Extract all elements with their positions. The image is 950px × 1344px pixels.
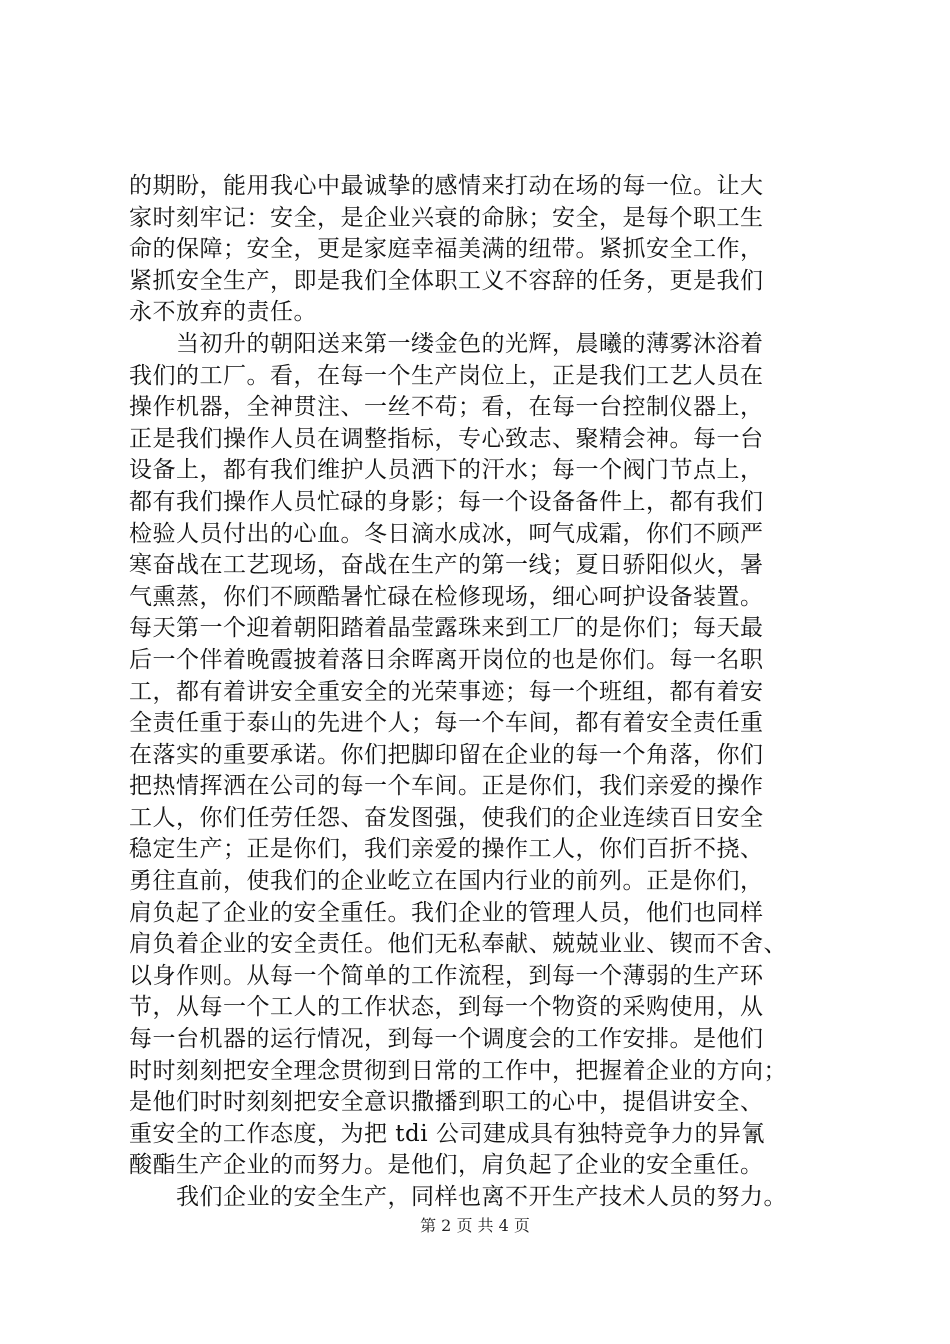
text-line: 的期盼，能用我心中最诚挚的感情来打动在场的每一位。让大	[129, 173, 764, 199]
text-line: 正是我们操作人员在调整指标，专心致志、聚精会神。每一台	[129, 425, 764, 452]
text-line: 家时刻牢记：安全，是企业兴衰的命脉；安全，是每个职工生	[129, 204, 764, 231]
text-line: 后一个伴着晚霞披着落日余晖离开岗位的也是你们。每一名职	[129, 646, 764, 673]
text-line: 酸酯生产企业的而努力。是他们，肩负起了企业的安全重任。	[129, 1152, 764, 1179]
text-line: 气熏蒸，你们不顾酷暑忙碌在检修现场，细心呵护设备装置。	[129, 583, 764, 610]
text-line: 都有我们操作人员忙碌的身影；每一个设备备件上，都有我们	[129, 488, 764, 515]
text-line: 稳定生产；正是你们，我们亲爱的操作工人，你们百折不挠、	[129, 836, 764, 863]
text-line: 设备上，都有我们维护人员洒下的汗水；每一个阀门节点上，	[129, 457, 764, 484]
text-line: 是他们时时刻刻把安全意识撒播到职工的心中，提倡讲安全、	[129, 1089, 764, 1116]
page-number-footer: 第 2 页 共 4 页	[420, 1216, 530, 1235]
text-line: 在落实的重要承诺。你们把脚印留在企业的每一个角落，你们	[129, 741, 764, 768]
text-line: 以身作则。从每一个简单的工作流程，到每一个薄弱的生产环	[129, 962, 764, 989]
text-line: 当初升的朝阳送来第一缕金色的光辉，晨曦的薄雾沐浴着	[129, 330, 764, 357]
text-line: 肩负起了企业的安全重任。我们企业的管理人员，他们也同样	[129, 899, 764, 926]
text-line: 工人，你们任劳任怨、奋发图强，使我们的企业连续百日安全	[129, 804, 764, 831]
text-line: 检验人员付出的心血。冬日滴水成冰，呵气成霜，你们不顾严	[129, 520, 764, 547]
text-line: 重安全的工作态度，为把 tdi 公司建成具有独特竞争力的异氰	[129, 1120, 765, 1147]
text-line: 命的保障；安全，更是家庭幸福美满的纽带。紧抓安全工作，	[129, 236, 764, 263]
text-line: 我们的工厂。看，在每一个生产岗位上，正是我们工艺人员在	[129, 362, 764, 389]
text-line: 时时刻刻把安全理念贯彻到日常的工作中，把握着企业的方向；	[129, 1057, 787, 1084]
text-line: 勇往直前，使我们的企业屹立在国内行业的前列。正是你们，	[129, 868, 764, 895]
text-line: 全责任重于泰山的先进个人；每一个车间，都有着安全责任重	[129, 710, 764, 737]
text-line: 永不放弃的责任。	[129, 299, 317, 326]
text-line: 寒奋战在工艺现场，奋战在生产的第一线；夏日骄阳似火，暑	[129, 552, 764, 579]
text-line: 我们企业的安全生产，同样也离不开生产技术人员的努力。	[129, 1184, 787, 1210]
text-line: 每天第一个迎着朝阳踏着晶莹露珠来到工厂的是你们；每天最	[129, 615, 764, 642]
text-line: 节，从每一个工人的工作状态，到每一个物资的采购使用，从	[129, 994, 764, 1021]
text-line: 肩负着企业的安全责任。他们无私奉献、兢兢业业、锲而不舍、	[129, 931, 787, 958]
text-line: 每一台机器的运行情况，到每一个调度会的工作安排。是他们	[129, 1026, 764, 1053]
text-line: 工，都有着讲安全重安全的光荣事迹；每一个班组，都有着安	[129, 678, 764, 705]
body-text	[129, 171, 869, 1214]
text-line: 把热情挥洒在公司的每一个车间。正是你们，我们亲爱的操作	[129, 773, 764, 800]
text-line: 操作机器，全神贯注、一丝不苟；看，在每一台控制仪器上，	[129, 394, 764, 421]
text-line: 紧抓安全生产，即是我们全体职工义不容辞的任务，更是我们	[129, 267, 764, 294]
